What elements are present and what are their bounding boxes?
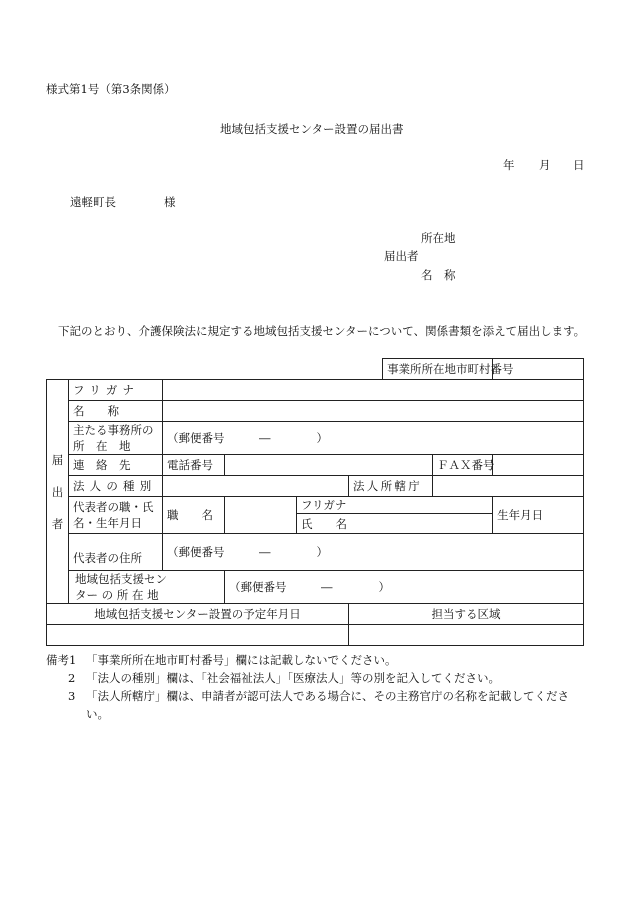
rep-name-label: 氏 名 <box>297 514 493 534</box>
corp-type-field[interactable] <box>163 476 349 497</box>
birthdate-label: 生年月日 <box>493 497 584 534</box>
furigana-field[interactable] <box>163 380 584 401</box>
name-field[interactable] <box>163 401 584 422</box>
notifier-role-label: 届出者 <box>384 249 419 263</box>
form-number: 様式第1号（第3条関係） <box>46 82 176 96</box>
planned-date-field[interactable] <box>47 625 349 646</box>
rep-address-label: 代表者の住所 <box>69 534 163 571</box>
name-label: 名 称 <box>69 401 163 422</box>
representative-label: 代表者の職・氏 名・生年月日 <box>69 497 163 534</box>
fax-label: ＦＡＸ番号 <box>433 455 493 476</box>
notifier-name-label: 名 称 <box>421 268 456 282</box>
furigana-label: フリガナ <box>69 380 163 401</box>
date-year-label: 年 <box>503 158 515 172</box>
rep-address-postal-field[interactable]: （郵便番号 ― ） <box>163 534 584 571</box>
contact-label: 連 絡 先 <box>69 455 163 476</box>
notifier-side-label: 届 出 者 <box>47 380 69 604</box>
center-address-label: 地域包括支援セン ター の 所 在 地 <box>69 571 225 604</box>
corp-type-label: 法人の種別 <box>69 476 163 497</box>
planned-date-label: 地域包括支援センター設置の予定年月日 <box>47 604 349 625</box>
rep-furigana-label: フリガナ <box>297 497 493 514</box>
phone-field[interactable] <box>225 455 433 476</box>
page-title: 地域包括支援センター設置の届出書 <box>220 122 404 136</box>
date-day-label: 日 <box>573 158 585 172</box>
office-code-label: 事業所所在地市町村番号 <box>383 359 493 380</box>
position-field[interactable] <box>225 497 297 534</box>
addressee-name: 遠軽町長 <box>70 195 116 209</box>
fax-field[interactable] <box>493 455 584 476</box>
main-office-postal-field[interactable]: （郵便番号 ― ） <box>163 422 584 455</box>
application-form-table <box>46 358 584 646</box>
date-month-label: 月 <box>539 158 551 172</box>
position-label: 職 名 <box>163 497 225 534</box>
corp-authority-label: 法人所轄庁 <box>349 476 433 497</box>
note-continuation: い。 <box>86 707 109 721</box>
phone-label: 電話番号 <box>163 455 225 476</box>
area-field[interactable] <box>349 625 584 646</box>
center-address-postal-field[interactable]: （郵便番号 ― ） <box>225 571 584 604</box>
note-item: 備考1 「事業所所在地市町村番号」欄には記載しないでください。 <box>46 653 397 667</box>
notes-section <box>46 651 586 723</box>
note-item: 2 「法人の種別」欄は、「社会福祉法人」「医療法人」等の別を記入してください。 <box>68 671 500 685</box>
addressee-honorific: 様 <box>164 195 176 209</box>
corp-authority-field[interactable] <box>433 476 584 497</box>
area-label: 担当する区域 <box>349 604 584 625</box>
note-item: 3 「法人所轄庁」欄は、申請者が認可法人である場合に、その主務官庁の名称を記載してくださ <box>68 689 569 703</box>
notifier-address-label: 所在地 <box>421 231 456 245</box>
main-office-label: 主たる事務所の 所 在 地 <box>69 422 163 455</box>
body-text: 下記のとおり、介護保険法に規定する地域包括支援センターについて、関係書類を添えて届出します。 <box>58 324 586 338</box>
